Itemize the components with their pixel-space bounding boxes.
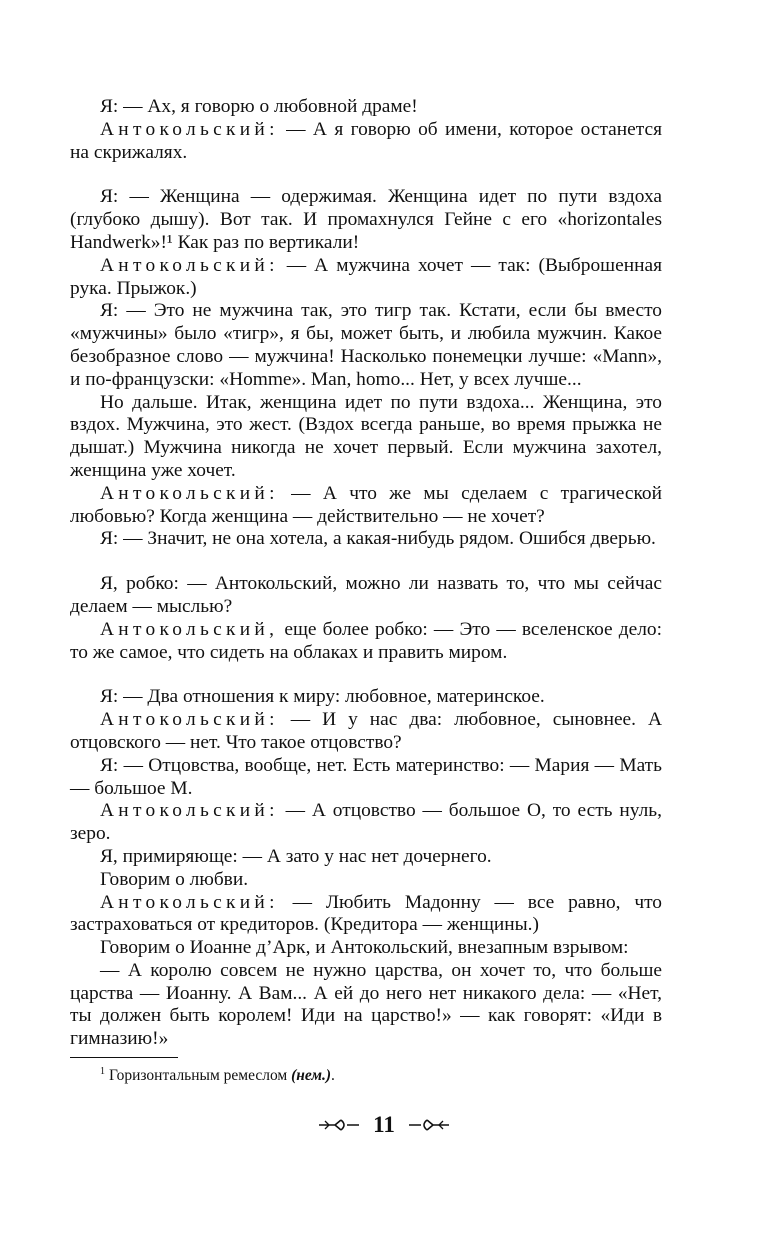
paragraph: Я: — Два отношения к миру: любовное, материнское. <box>100 686 545 708</box>
speaker-name: Антокольский: <box>100 800 279 822</box>
paragraph: Я: — Значит, не она хотела, а какая-нибудь рядом. Ошибся дверью. <box>100 528 656 550</box>
left-ornament-icon <box>317 1118 361 1132</box>
section-gap <box>70 551 662 573</box>
paragraph <box>70 892 662 938</box>
paragraph: Но дальше. Итак, женщина идет по пути вздоха... Женщина, это вздох. Мужчина, это жест. (Вздох всегда раньше, во время прыжка не дышат.) Мужчина никогда не хочет первый. Если мужчина захотел, женщина уже хочет. <box>70 391 662 481</box>
paragraph <box>70 119 662 165</box>
paragraph: Я: — Ах, я говорю о любовной драме! <box>100 96 418 117</box>
paragraph <box>70 483 662 529</box>
speaker-name: Антокольский, <box>100 618 279 640</box>
footnote-language: (нем.) <box>291 1067 332 1085</box>
speaker-name: Антокольский: <box>100 482 279 504</box>
paragraph <box>70 619 662 665</box>
footnote-marker: 1 <box>100 1066 105 1077</box>
paragraph-text: — А что же мы сделаем с трагической любовью? Когда женщина — действительно — не хочет? <box>70 482 662 527</box>
right-ornament-icon <box>407 1118 451 1132</box>
footnote-end: . <box>331 1067 335 1085</box>
speaker-name: Антокольский: <box>100 709 279 731</box>
paragraph: Я: — Это не мужчина так, это тигр так. Кстати, если бы вместо «мужчины» было «тигр», я бы, может быть, и любила мужчин. Какое безобразное слово — мужчина! Насколько понемецки лучше: «Mann», и по-французски: «Homme». Man, homo... Нет, у всех лучше... <box>70 300 662 390</box>
paragraph: Говорим о Иоанне д’Арк, и Антокольский, внезапным взрывом: <box>100 937 629 959</box>
footnote-rule <box>70 1057 178 1058</box>
footnote-text: Горизонтальным ремеслом <box>109 1067 288 1085</box>
paragraph <box>70 709 662 755</box>
paragraph-text: — А мужчина хочет — так: (Выброшенная рука. Прыжок.) <box>70 254 662 299</box>
page-body <box>70 96 662 1051</box>
speaker-name: Антокольский: <box>100 118 279 140</box>
paragraph: Я, примиряюще: — А зато у нас нет дочернего. <box>100 845 492 867</box>
paragraph: Говорим о любви. <box>100 868 249 890</box>
paragraph: Я: — Женщина — одержимая. Женщина идет по пути вздоха (глубоко дышу). Вот так. И промахнулся Гейне с его «horizontales Handwerk»!¹ Как раз по вертикали! <box>70 186 662 253</box>
paragraph: — А королю совсем не нужно царства, он хочет то, что больше царства — Иоанну. А Вам... А ей до него нет никакого дела: — «Нет, ты должен быть королем! Иди на царство!» — как говорят: «Иди в гимназию!» <box>70 959 662 1050</box>
paragraph <box>70 255 662 301</box>
paragraph: Я: — Отцовства, вообще, нет. Есть материнство: — Мария — Мать — большое М. <box>70 754 662 799</box>
paragraph <box>70 800 662 846</box>
section-gap <box>70 664 662 686</box>
paragraph-text: — А отцовство — большое О, то есть нуль, зеро. <box>70 800 662 845</box>
speaker-name: Антокольский: <box>100 891 279 913</box>
paragraph-text: — Любить Мадонну — все равно, что застраховаться от кредиторов. (Кредитора — женщины.) <box>70 891 662 936</box>
page-number: 11 <box>373 1111 395 1137</box>
page-footer <box>0 1110 768 1138</box>
paragraph-text: — А я говорю об имени, которое останется на скрижалях. <box>70 118 662 163</box>
speaker-name: Антокольский: <box>100 254 279 276</box>
section-gap <box>70 164 662 186</box>
paragraph-text: еще более робко: — Это — вселенское дело: то же самое, что сидеть на облаках и править миром. <box>70 618 662 663</box>
paragraph-text: — И у нас два: любовное, сыновнее. А отцовского — нет. Что такое отцовство? <box>70 709 662 753</box>
paragraph: Я, робко: — Антокольский, можно ли назвать то, что мы сейчас делаем — мыслью? <box>70 573 662 617</box>
footnote <box>100 1066 660 1085</box>
